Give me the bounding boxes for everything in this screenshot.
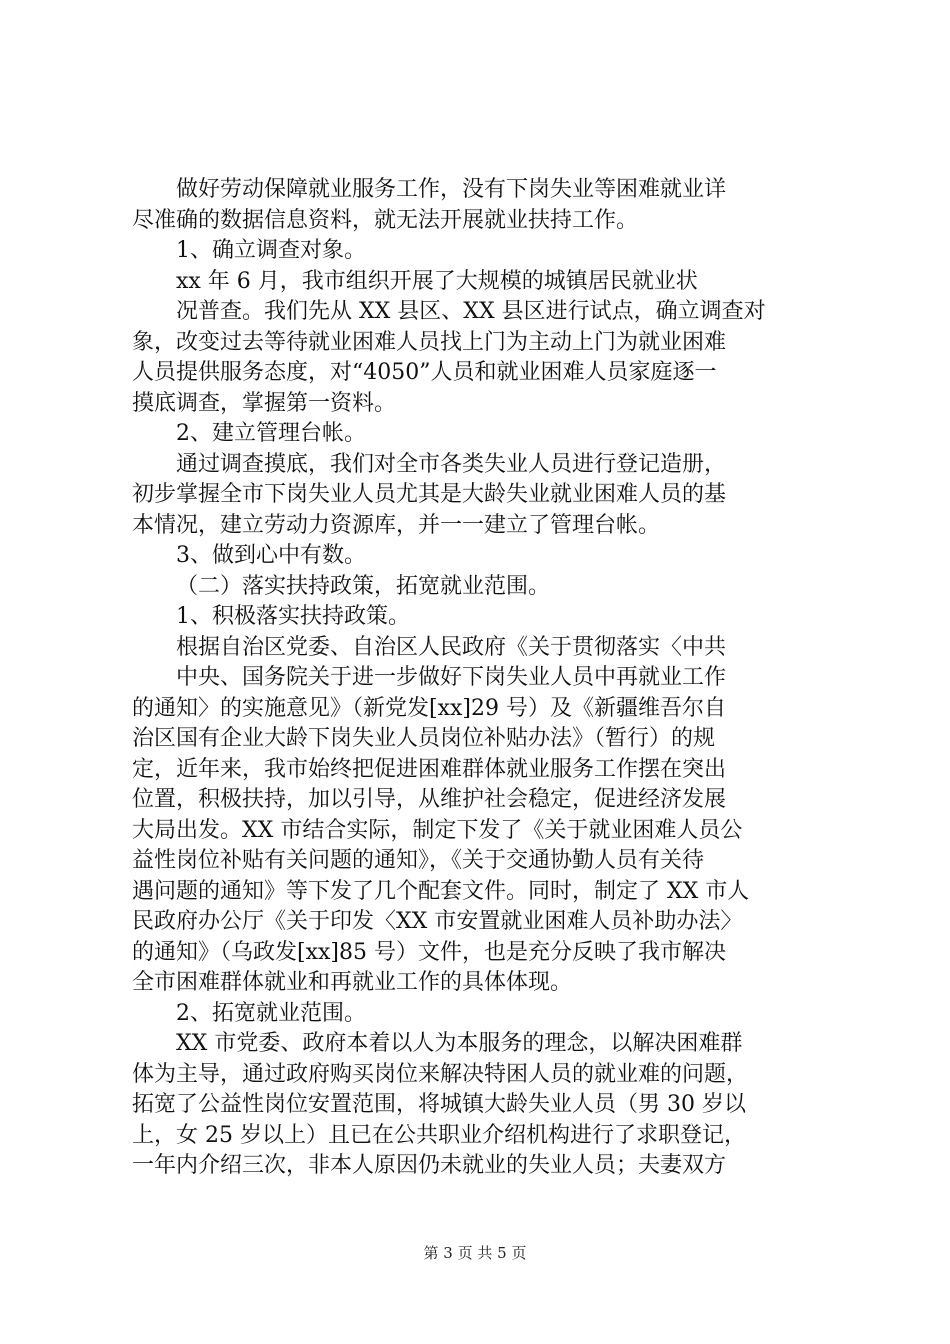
- text-line: 根据自治区党委、自治区人民政府《关于贯彻落实〈中共: [176, 634, 727, 660]
- text-line: 全市困难群体就业和再就业工作的具体体现。: [132, 970, 573, 995]
- text-line: 本情况，建立劳动力资源库，并一一建立了管理台帐。: [132, 512, 661, 538]
- text-line: 的通知〉的实施意见》（新党发[xx]29 号）及《新疆维吾尔自: [132, 695, 726, 721]
- text-line: 通过调查摸底，我们对全市各类失业人员进行登记造册，: [176, 451, 727, 477]
- text-line: （二）落实扶持政策，拓宽就业范围。: [176, 573, 551, 599]
- text-line: 1、确立调查对象。: [176, 238, 366, 263]
- text-line: 初步掌握全市下岗失业人员尤其是大龄失业就业困难人员的基: [132, 482, 727, 507]
- text-line: 人员提供服务态度，对“4050”人员和就业困难人员家庭逐一: [132, 360, 717, 385]
- text-line: 体为主导，通过政府购买岗位来解决特困人员的就业难的问题，: [132, 1061, 749, 1087]
- page-footer: 第 3 页 共 5 页: [423, 1244, 527, 1262]
- text-line: 3、做到心中有数。: [176, 543, 366, 568]
- text-line: 尽准确的数据信息资料，就无法开展就业扶持工作。: [132, 207, 639, 233]
- text-line: 拓宽了公益性岗位安置范围，将城镇大龄失业人员（男 30 岁以: [132, 1092, 746, 1117]
- text-line: 一年内介绍三次，非本人原因仍未就业的失业人员；夫妻双方: [132, 1153, 727, 1178]
- text-line: 大局出发。XX 市结合实际，制定下发了《关于就业困难人员公: [132, 817, 743, 843]
- text-line: xx 年 6 月，我市组织开展了大规模的城镇居民就业状: [176, 268, 698, 294]
- text-line: 摸底调查，掌握第一资料。: [132, 390, 397, 416]
- document-body: [132, 175, 832, 1182]
- text-line: 益性岗位补贴有关问题的通知》，《关于交通协勤人员有关待: [132, 848, 705, 873]
- text-line: 定，近年来，我市始终把促进困难群体就业服务工作摆在突出: [132, 756, 727, 782]
- text-line: 做好劳动保障就业服务工作，没有下岗失业等困难就业详: [176, 177, 727, 202]
- text-line: 2、建立管理台帐。: [176, 421, 366, 446]
- text-line: 1、积极落实扶持政策。: [176, 604, 410, 629]
- text-line: 遇问题的通知》等下发了几个配套文件。同时，制定了 XX 市人: [132, 878, 750, 904]
- text-line: 位置，积极扶持，加以引导，从维护社会稳定，促进经济发展: [132, 787, 727, 812]
- text-line: 的通知》（乌政发[xx]85 号）文件，也是充分反映了我市解决: [132, 939, 726, 965]
- text-line: 上，女 25 岁以上）且已在公共职业介绍机构进行了求职登记，: [132, 1122, 746, 1148]
- text-line: 2、拓宽就业范围。: [176, 1000, 366, 1026]
- text-line: 中央、国务院关于进一步做好下岗失业人员中再就业工作: [176, 665, 727, 690]
- text-line: 象，改变过去等待就业困难人员找上门为主动上门为就业困难: [132, 329, 727, 355]
- text-line: 治区国有企业大龄下岗失业人员岗位补贴办法》（暂行）的规: [132, 726, 716, 751]
- text-line: XX 市党委、政府本着以人为本服务的理念，以解决困难群: [176, 1031, 743, 1056]
- text-line: 民政府办公厅《关于印发〈XX 市安置就业困难人员补助办法〉: [132, 909, 743, 934]
- text-line: 况普查。我们先从 XX 县区、XX 县区进行试点，确立调查对: [176, 299, 766, 324]
